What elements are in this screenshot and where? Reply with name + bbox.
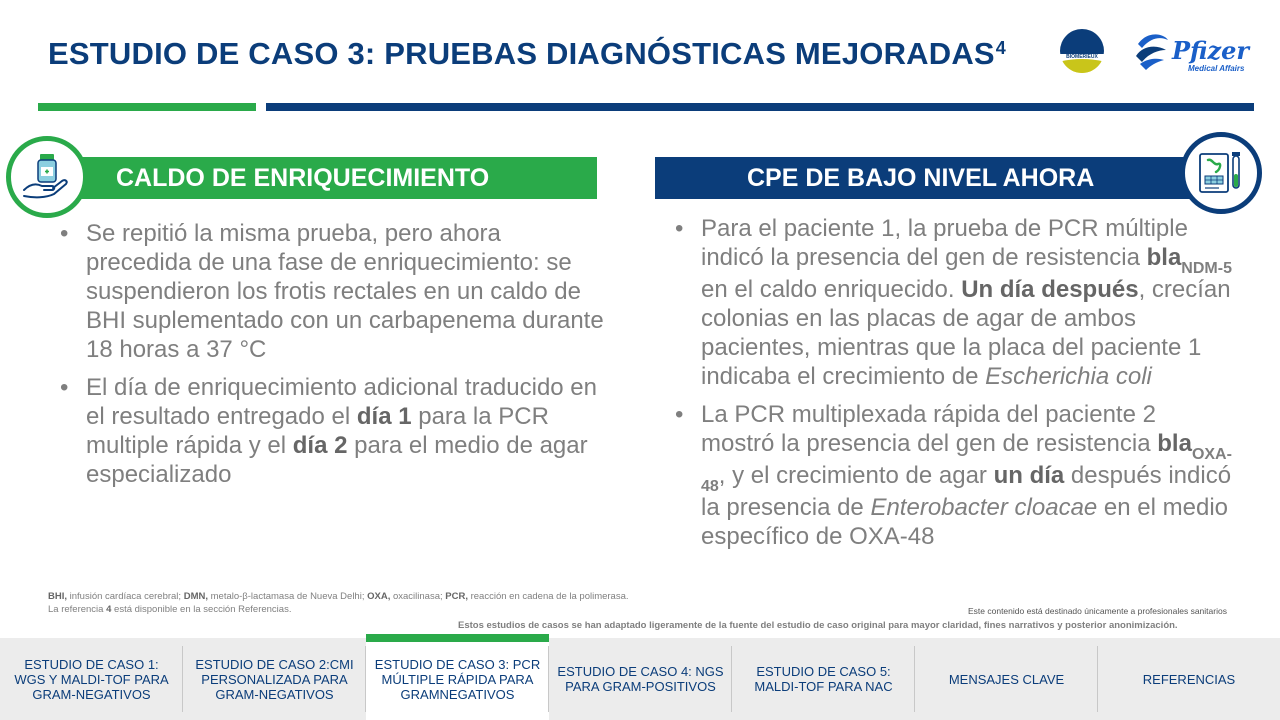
nav-tab-references[interactable]: REFERENCIAS: [1142, 671, 1236, 687]
biomerieux-logo: [1058, 28, 1106, 74]
nav-tab-case-2[interactable]: ESTUDIO DE CASO 2:CMI PERSONALIZADA PARA GRAM-NEGATIVOS: [183, 638, 366, 720]
page-title: ESTUDIO DE CASO 3: PRUEBAS DIAGNÓSTICAS MEJORADAS$^4$: [48, 36, 1007, 71]
list-item: • El día de enriquecimiento adicional traducido en el resultado entregado el día 1 para la PCR multiple rápida y el día 2 para el medio de agar especializado: [60, 373, 605, 489]
accent-bar-blue: [266, 103, 1254, 111]
left-panel-bullets: [60, 219, 605, 498]
title-reference: 4: [995, 38, 1007, 58]
right-panel-bullets: [675, 214, 1235, 560]
nav-tab-case-4[interactable]: ESTUDIO DE CASO 4: NGS PARA GRAM-POSITIVOS: [549, 638, 732, 720]
hand-holding-vial-icon: [20, 150, 74, 204]
pfizer-subtitle: Medical Affairs: [1188, 64, 1245, 73]
nav-tab-case-5[interactable]: ESTUDIO DE CASO 5: MALDI-TOF PARA NAC: [732, 638, 915, 720]
pfizer-logo: [1128, 28, 1252, 76]
left-panel-icon-badge: [6, 136, 88, 218]
list-item: • Para el paciente 1, la prueba de PCR múltiple indicó la presencia del gen de resistencia bla$_{NDM-5}$ en el caldo enriquecido. Un día después, crecían colonias en las placas de agar de ambos pacientes, mientras que la placa del paciente 1 indicaba el crecimiento de Escherichia coli: [675, 214, 1235, 391]
nav-tab-case-3[interactable]: ESTUDIO DE CASO 3: PCR MÚLTIPLE RÁPIDA PARA GRAMNEGATIVOS: [366, 638, 549, 720]
accent-bar-green: [38, 103, 256, 111]
left-panel-heading: CALDO DE ENRIQUECIMIENTO: [70, 157, 597, 199]
biomerieux-logo-text: BIOMÉRIEUX: [1066, 54, 1098, 60]
right-panel-heading: CPE DE BAJO NIVEL AHORA: [655, 157, 1211, 199]
abbreviations-footnote: BHI, infusión cardíaca cerebral; DMN, metalo-β-lactamasa de Nueva Delhi; OXA, oxacilinasa; PCR, reacción en cadena de la polimerasa. La referencia 4 está disponible en la sección Referencias.: [48, 591, 629, 615]
list-item: • La PCR multiplexada rápida del paciente 2 mostró la presencia del gen de resistencia bla$_{OXA-48}$, y el crecimiento de agar un día después indicó la presencia de Enterobacter cloacae en el medio específico de OXA-48: [675, 400, 1235, 551]
list-item: • Se repitió la misma prueba, pero ahora precedida de una fase de enriquecimiento: se suspendieron los frotis rectales en un caldo de BHI suplementado con un carbapenema durante 18 horas a 37 °C: [60, 219, 605, 364]
case-study-nav: [0, 638, 1280, 720]
nav-tab-case-1[interactable]: ESTUDIO DE CASO 1: WGS Y MALDI-TOF PARA GRAM-NEGATIVOS: [0, 638, 183, 720]
hcp-disclaimer: Este contenido está destinado únicamente a profesionales sanitarios: [968, 606, 1227, 616]
nav-tab-key-messages[interactable]: MENSAJES CLAVE: [915, 638, 1098, 720]
lab-report-icon: [1194, 146, 1248, 200]
pfizer-helix-icon: [1132, 30, 1172, 70]
right-panel-icon-badge: [1180, 132, 1262, 214]
pfizer-wordmark: Pfizer: [1172, 36, 1250, 65]
adaptation-note: Estos estudios de casos se han adaptado ligeramente de la fuente del estudio de caso original para mayor claridad, fines narrativos y posterior anonimización.: [458, 620, 1178, 631]
